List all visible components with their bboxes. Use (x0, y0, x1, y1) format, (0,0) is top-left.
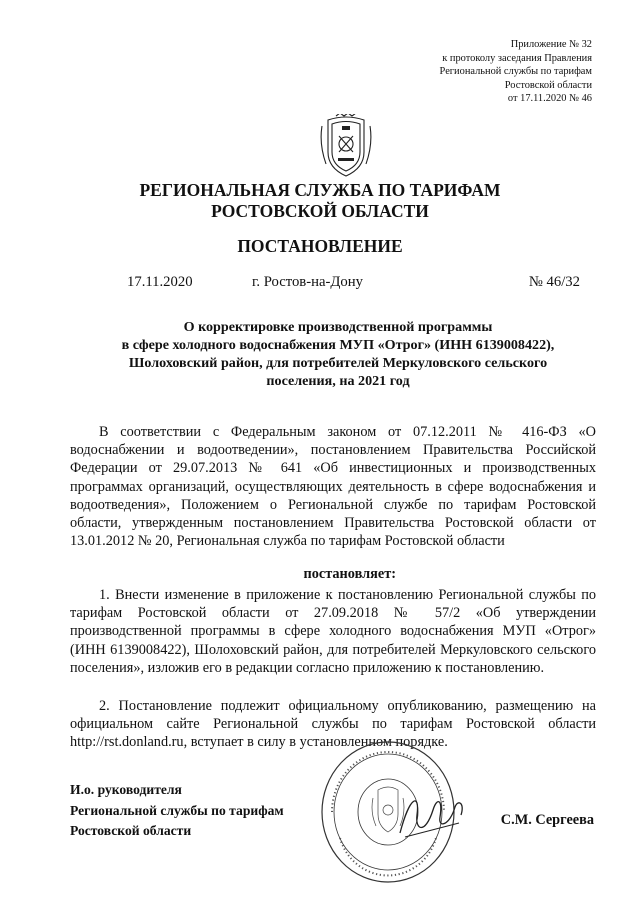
appendix-line: Приложение № 32 (510, 39, 592, 50)
subject-line: в сфере холодного водоснабжения МУП «Отрог» (ИНН 6139008422), (121, 337, 555, 353)
subject-line: поселения, на 2021 год (266, 373, 410, 389)
signatory-position-line: Ростовской области (70, 823, 192, 838)
preamble-paragraph: В соответствии с Федеральным законом от 07.12.2011 № 416-ФЗ «О водоснабжении и водоотведении», постановлением Правительства Российской Федерации от 29.07.2013 № 641 «Об инвестиционных и производственных программах организаций, осуществляющих деятельность в сфере водоснабжения и водоотведения», Положением о Региональной службе по тарифам Ростовской области, утвержденным постановлением Правительства Ростовской области от 13.01.2012 № 20, Региональная служба по тарифам Ростовской области (70, 424, 596, 550)
signatory-position-line: И.о. руководителя (70, 782, 182, 797)
document-date: 17.11.2020 (127, 274, 193, 290)
organization-title (0, 180, 640, 222)
appendix-line: к протоколу заседания Правления (442, 52, 592, 64)
document-number: № 46/32 (528, 274, 580, 290)
organization-title-line: РЕГИОНАЛЬНАЯ СЛУЖБА ПО ТАРИФАМ (139, 180, 501, 200)
appendix-line: от 17.11.2020 № 46 (507, 93, 592, 105)
document-city: г. Ростов-на-Дону (252, 274, 363, 290)
handwritten-signature-icon (395, 785, 470, 845)
appendix-line: Региональной службы по тарифам (439, 66, 592, 78)
signatory-name: С.М. Сергеева (500, 812, 594, 828)
organization-title-line: РОСТОВСКОЙ ОБЛАСТИ (211, 201, 429, 221)
coat-of-arms-icon (318, 114, 374, 180)
signatory-position-line: Региональной службы по тарифам (70, 802, 284, 818)
appendix-note (332, 38, 592, 106)
document-subject (80, 318, 596, 390)
subject-line: Шолоховский район, для потребителей Меркуловского сельского (128, 355, 548, 371)
resolution-item-2: 2. Постановление подлежит официальному опубликованию, размещению на официальном сайте Региональной службы по тарифам Ростовской области http://rst.donland.ru, вступает в силу в установленном порядке. (70, 698, 596, 751)
appendix-line: Ростовской области (504, 79, 592, 91)
document-type: ПОСТАНОВЛЕНИЕ (237, 236, 403, 256)
signatory-position (70, 780, 284, 842)
subject-line: О корректировке производственной программы (183, 319, 493, 335)
resolves-heading (0, 566, 596, 583)
resolution-item-1: 1. Внести изменение в приложение к постановлению Региональной службы по тарифам Ростовской области от 27.09.2018 № 57/2 «Об утверждении производственной программы в сфере холодного водоснабжения МУП «Отрог» (ИНН 6139008422), Шолоховский район, для потребителей Меркуловского сельского поселения», изложив его в редакции согласно приложению к постановлению. (70, 587, 596, 676)
resolves-text: постановляет: (303, 566, 396, 582)
